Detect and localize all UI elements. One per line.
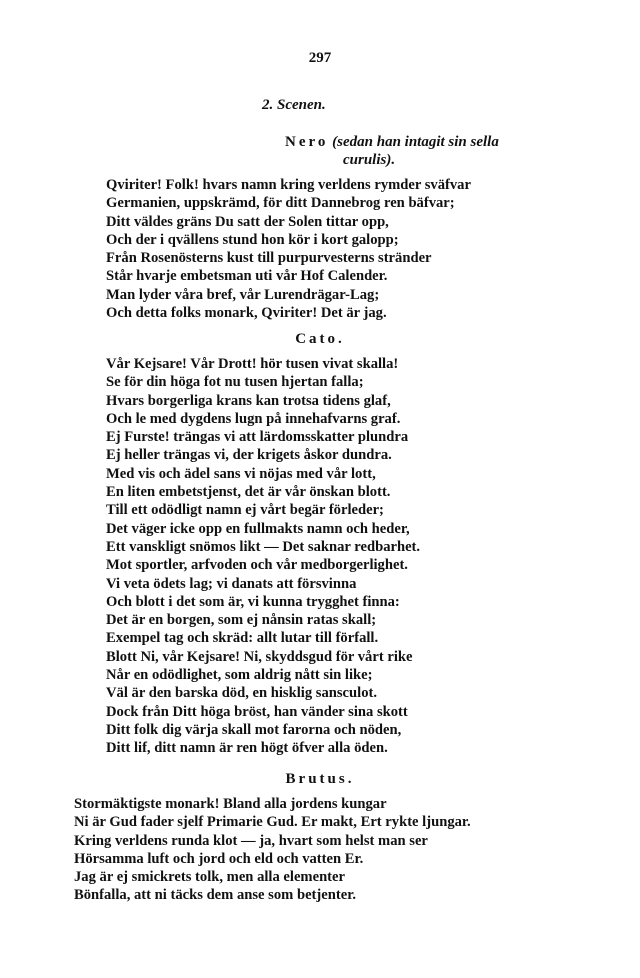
- verse-line: Kring verldens runda klot — ja, hvart som helst man ser: [74, 832, 428, 849]
- verse-line: Stormäktigste monark! Bland alla jordens kungar: [74, 796, 387, 812]
- nero-speaker-line: [285, 133, 499, 151]
- scene-title: 2. Scenen.: [262, 97, 326, 113]
- verse-line: Väl är den barska död, en hisklig sansculot.: [106, 685, 378, 702]
- verse-line: Står hvarje embetsman uti vår Hof Calender.: [106, 268, 388, 285]
- verse-line: Och le med dygdens lugn på innehafvarns graf.: [106, 410, 401, 427]
- verse-line: Till ett odödligt namn ej vårt begär förleder;: [106, 502, 384, 519]
- verse-line: Qviriter! Folk! hvars namn kring verldens rymder sväfvar: [106, 177, 471, 193]
- verse-line: Dock från Ditt höga bröst, han vänder sina skott: [106, 703, 408, 720]
- verse-line: Det är en borgen, som ej nånsin ratas skall;: [106, 612, 377, 629]
- nero-verse: [106, 176, 471, 322]
- verse-line: Med vis och ädel sans vi nöjas med vår lott,: [106, 465, 376, 482]
- speaker-heading-cato: Cato.: [295, 331, 345, 347]
- verse-line: Ett vanskligt snömos likt — Det saknar redbarhet.: [106, 538, 421, 555]
- verse-line: Hörsamma luft och jord och eld och vatten Er.: [74, 850, 364, 867]
- nero-speaker-block: [285, 133, 499, 169]
- verse-line: Ni är Gud fader sjelf Primarie Gud. Er makt, Ert rykte ljungar.: [74, 814, 471, 831]
- stage-direction: (sedan han intagit sin sella: [332, 134, 499, 150]
- verse-line: Ej heller trängas vi, der krigets åskor dundra.: [106, 447, 392, 464]
- verse-line: Hvars borgerliga krans kan trotsa tidens glaf,: [106, 392, 391, 409]
- verse-line: En liten embetstjenst, det är vår önskan blott.: [106, 484, 391, 501]
- verse-line: Ditt folk dig värja skall mot farorna och nöden,: [106, 721, 402, 738]
- cato-verse: [106, 355, 420, 758]
- speaker-heading-brutus: Brutus.: [285, 771, 355, 787]
- verse-line: Vår Kejsare! Vår Drott! hör tusen vivat skalla!: [106, 356, 399, 372]
- verse-line: Ditt väldes gräns Du satt der Solen tittar opp,: [106, 213, 389, 230]
- verse-line: Det väger icke opp en fullmakts namn och heder,: [106, 520, 410, 537]
- page-number: 297: [308, 50, 332, 66]
- verse-line: Och blott i det som är, vi kunna trygghet finna:: [106, 593, 400, 610]
- verse-line: Mot sportler, arfvoden och vår medborgerlighet.: [106, 557, 408, 574]
- stage-direction-continued: curulis).: [343, 152, 396, 168]
- verse-line: Se för din höga fot nu tusen hjertan falla;: [106, 374, 364, 391]
- verse-line: Vi veta ödets lag; vi danats att försvinna: [106, 575, 357, 592]
- verse-line: Och detta folks monark, Qviriter! Det är jag.: [106, 305, 387, 322]
- verse-line: Bönfalla, att ni täcks dem anse som betjenter.: [74, 887, 356, 904]
- verse-line: Exempel tag och skräd: allt lutar till förfall.: [106, 630, 379, 647]
- brutus-verse: [74, 795, 471, 905]
- verse-line: Ditt lif, ditt namn är ren högt öfver alla öden.: [106, 740, 388, 757]
- verse-line: Ej Furste! trängas vi att lärdomsskatter plundra: [106, 429, 409, 446]
- verse-line: Man lyder våra bref, vår Lurendrägar-Lag;: [106, 286, 380, 303]
- verse-line: Jag är ej smickrets tolk, men alla elementer: [74, 869, 345, 886]
- speaker-name-nero: Nero: [285, 134, 329, 150]
- verse-line: Germanien, uppskrämd, för ditt Dannebrog ren bäfvar;: [106, 195, 455, 212]
- verse-line: Når en odödlighet, som aldrig nått sin like;: [106, 667, 373, 684]
- verse-line: Och der i qvällens stund hon kör i kort galopp;: [106, 231, 399, 248]
- verse-line: Från Rosenösterns kust till purpurvesterns stränder: [106, 250, 432, 267]
- verse-line: Blott Ni, vår Kejsare! Ni, skyddsgud för vårt rike: [106, 648, 413, 665]
